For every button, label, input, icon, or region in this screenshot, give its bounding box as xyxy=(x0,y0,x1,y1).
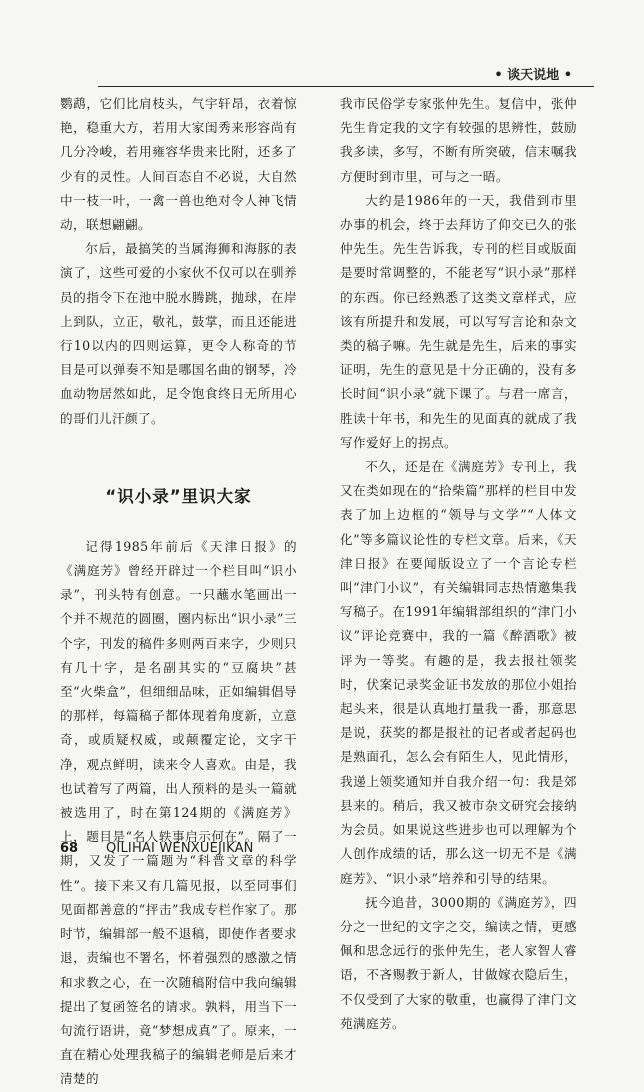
paragraph: 大约是1986年的一天，我借到市里办事的机会，终于去拜访了仰交已久的张仲先生。先生告诉我，专刊的栏目或版面是要时常调整的，不能老写“识小录”那样的东西。你已经熟悉了这类文章样式，应该有所提升和发展，可以写写言论和杂文类的稿子嘛。先生就是先生，后来的事实证明，先生的意见是十分正确的，没有多长时间“识小录”就下课了。与君一席言，胜读十年书，和先生的见面真的就成了我写作爱好上的拐点。 xyxy=(340,192,577,450)
paragraph: 鹦鹉，它们比肩枝头，气宇轩昂，衣着惊艳，稳重大方，若用大家闺秀来形容尚有几分冷峻，若用雍容华贵来比附，还多了少有的灵性。人间百态自不必说，大自然中一枝一叶，一禽一兽也绝对令人神飞情动，联想翩翩。 xyxy=(60,96,297,233)
page-number: 68 xyxy=(60,841,79,856)
page-footer xyxy=(60,841,600,859)
article-title: “识小录”里识大家 xyxy=(105,486,252,506)
paragraph: 抚今追昔，3000期的《满庭芳》，四分之一世纪的文字之交，编读之情，更感佩和思念远行的张仲先生，老人家智人睿语，不吝赐教于新人，甘做嫁衣隐后生，不仅受到了大家的敬重，也赢得了津门文苑满庭芳。 xyxy=(340,894,577,1031)
paragraph: 记得1985年前后《天津日报》的《满庭芳》曾经开辟过一个栏目叫“识小录”，刊头特有创意。一只蘸水笔画出一个并不规范的圆圈，圈内标出“识小录”三个字，刊发的稿件多则两百来字，少则只有几十字，是名副其实的“豆腐块”甚至“火柴盒”，但细细品味，正如编辑倡导的那样，每篇稿子都体现着角度新，立意奇，或质疑权威，或颠覆定论，文字干净，观点鲜明，读来令人喜欢。由是，我也试着写了两篇，出人预料的是头一篇就被选用了，时在第124期的《满庭芳》上，题目是“名人轶事启示何在”。隔了一期，又发了一篇题为“科普文章的科学性”。接下来又有几篇见报，以至同事们见面都善意的“抨击”我成专栏作家了。那时节，编辑部一般不退稿，即使作者要求退，责编也不署名，怀着强烈的感激之情和求教之心，在一次随稿附信中我向编辑提出了复函签名的请求。孰料，用当下一句流行语讲，竟“梦想成真”了。原来，一直在精心处理我稿子的编辑老师是后来才清楚的 xyxy=(60,538,297,1087)
section-title: • 谈天说地 • xyxy=(494,68,572,83)
page-header xyxy=(98,58,594,87)
paragraph: 尔后，最搞笑的当属海狮和海豚的表演了，这些可爱的小家伙不仅可以在驯养员的指令下在池中脱水腾跳，抛球，在岸上到队，立正，敬礼，鼓掌，而且还能进行10以内的四则运算，更令人称奇的节目是可以弹奏不知是哪国名曲的钢琴，冷血动物居然如此，足令饱食终日无所用心的哥们儿汗颜了。 xyxy=(60,241,297,426)
right-column xyxy=(340,92,577,1031)
paragraph: 不久，还是在《满庭芳》专刊上，我又在类如现在的“拾柴篇”那样的栏目中发表了加上边框的“领导与文学”“人体文化”等多篇议论性的专栏文章。后来，《天津日报》在要闻版设立了一个言论专栏叫“津门小议”，有关编辑同志热情邀集我写稿子。在1991年编辑部组织的“津门小议”评论竞赛中，我的一篇《醉酒歌》被评为一等奖。有趣的是，我去报社领奖时，伏案记录奖金证书发放的那位小姐抬起头来，很是认真地打量我一番，那意思是说，获奖的都是报社的记者或者起码也是熟面孔，怎么会有陌生人，见此情形，我递上领奖通知并自我介绍一句：我是郊县来的。稍后，我又被市杂文研究会接纳为会员。如果说这些进步也可以理解为个人创作成绩的话，那么这一切无不是《满庭芳》、“识小录”培养和引导的结果。 xyxy=(340,459,577,886)
journal-name: QILIHAI WENXUEJIKAN xyxy=(106,841,254,856)
paragraph: 我市民俗学专家张仲先生。复信中，张仲先生肯定我的文字有较强的思辨性，鼓励我多读，多写，不断有所突破，信末嘱我方便时到市里，可与之一晤。 xyxy=(340,96,577,184)
